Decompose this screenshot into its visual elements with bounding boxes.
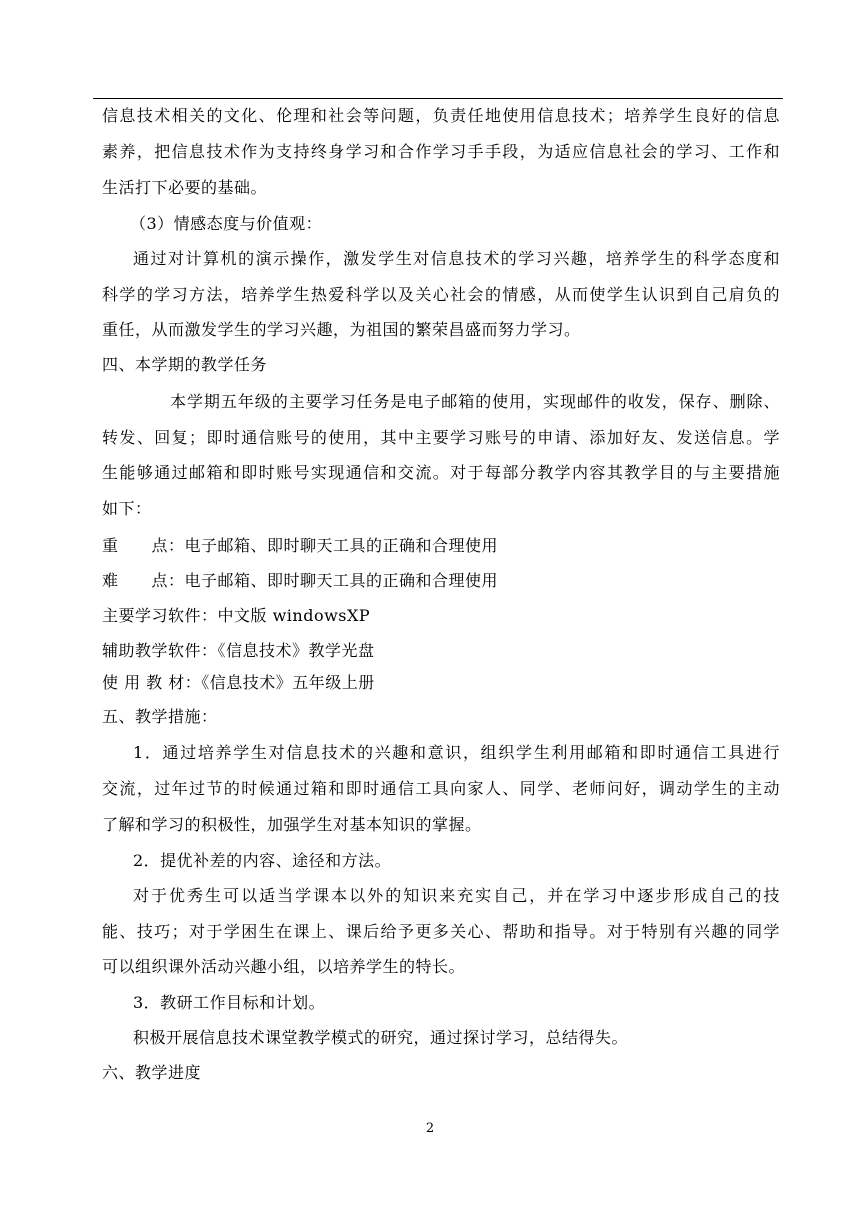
paragraph-line: 转发、回复；即时通信账号的使用，其中主要学习账号的申请、添加好友、发送信息。学	[102, 428, 780, 447]
paragraph-line: 交流，过年过节的时候通过箱和即时通信工具向家人、同学、老师问好，调动学生的主动	[102, 779, 780, 798]
section-heading: 六、教学进度	[102, 1063, 202, 1082]
textbook-line: 使 用 教 材：《信息技术》五年级上册	[102, 673, 375, 692]
section-heading: 四、本学期的教学任务	[102, 355, 268, 374]
section-heading: 五、教学措施：	[102, 707, 218, 726]
page-number: 2	[425, 1121, 435, 1136]
aux-software-line: 辅助教学软件：《信息技术》教学光盘	[102, 641, 375, 660]
paragraph-line: 通过对计算机的演示操作，激发学生对信息技术的学习兴趣，培养学生的科学态度和	[133, 249, 780, 268]
paragraph-line: 生能够通过邮箱和即时账号实现通信和交流。对于每部分教学内容其教学目的与主要措施	[102, 463, 780, 482]
difficulty-line: 难 点：电子邮箱、即时聊天工具的正确和合理使用	[102, 571, 499, 590]
software-line: 主要学习软件：中文版 windowsXP	[102, 606, 371, 625]
paragraph-line: 1．通过培养学生对信息技术的兴趣和意识，组织学生利用邮箱和即时通信工具进行	[133, 743, 780, 762]
paragraph-line: 信息技术相关的文化、伦理和社会等问题，负责任地使用信息技术；培养学生良好的信息	[102, 106, 780, 125]
paragraph-line: 能、技巧；对于学困生在课上、课后给予更多关心、帮助和指导。对于特别有兴趣的同学	[102, 922, 780, 941]
numbered-item: 2．提优补差的内容、途径和方法。	[133, 851, 392, 870]
key-point-line: 重 点：电子邮箱、即时聊天工具的正确和合理使用	[102, 536, 499, 555]
paragraph-line: 对于优秀生可以适当学课本以外的知识来充实自己，并在学习中逐步形成自己的技	[133, 886, 780, 905]
paragraph-line: 重任，从而激发学生的学习兴趣，为祖国的繁荣昌盛而努力学习。	[102, 320, 581, 339]
paragraph-line: 了解和学习的积极性，加强学生对基本知识的掌握。	[102, 815, 482, 834]
paragraph-line: 生活打下必要的基础。	[102, 178, 268, 197]
paragraph-line: 科学的学习方法，培养学生热爱科学以及关心社会的情感，从而使学生认识到自己肩负的	[102, 285, 780, 304]
numbered-item: 3．教研工作目标和计划。	[133, 993, 326, 1012]
paragraph-line: 素养，把信息技术作为支持终身学习和合作学习手手段，为适应信息社会的学习、工作和	[102, 142, 780, 161]
subsection-heading: （3）情感态度与价值观：	[130, 214, 323, 233]
paragraph-line: 如下：	[102, 499, 152, 518]
paragraph-line: 积极开展信息技术课堂教学模式的研究，通过探讨学习，总结得失。	[133, 1028, 629, 1047]
paragraph-line: 可以组织课外活动兴趣小组，以培养学生的特长。	[102, 957, 466, 976]
header-rule	[93, 98, 783, 99]
paragraph-line: 本学期五年级的主要学习任务是电子邮箱的使用，实现邮件的收发，保存、删除、	[170, 392, 780, 411]
